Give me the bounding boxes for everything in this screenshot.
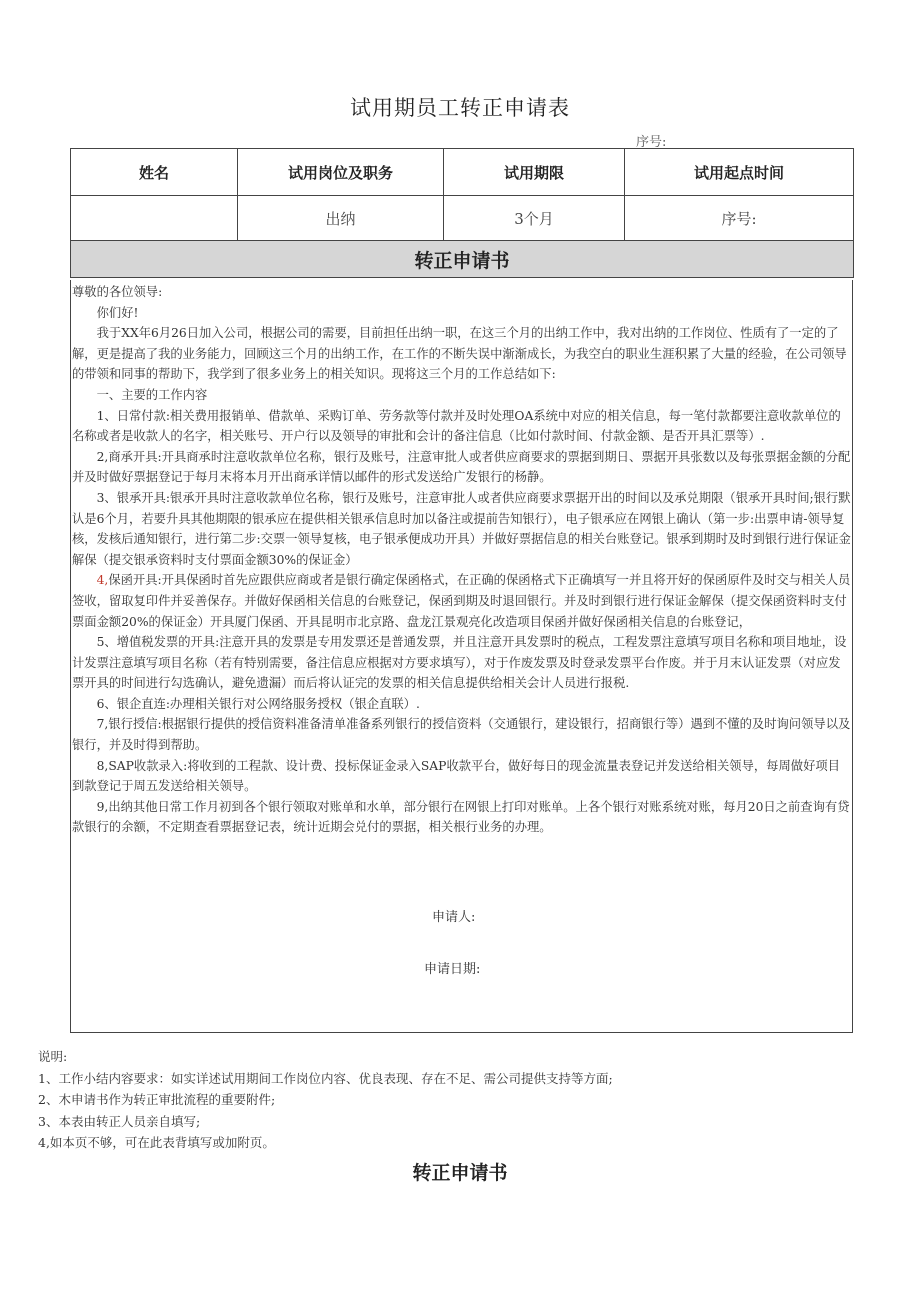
greeting: 你们好! (96, 305, 139, 320)
item-guarantee-text: 保函开具:开具保函时首先应跟供应商或者是银行确定保函格式，在正确的保函格式下正确填写一并且将开好的保函原件及时交与相关人员签收，留取复印件并妥善保存。并做好保函相关信息的台账登记，保函到期及时退回银行。并及时到银行进行保证金解保（提交保函资料时支付票面金额20%的保证金）开具厦门保函、开具昆明市北京路、盘龙江景观亮化改造项目保函并做好保函相关信息的台账登记， (72, 573, 851, 629)
item-commercial-acceptance: 2,商承开具:开具商承时注意收款单位名称，银行及账号，注意审批人或者供应商要求的票据到期日、票据开具张数以及每张票据金额的分配并及时做好票据登记于每月末将本月开出商承详情以邮件的形式发送给广发银行的杨静。 (72, 449, 851, 485)
value-position[interactable]: 出纳 (238, 196, 444, 241)
item-bank-acceptance: 3、银承开具:银承开具时注意收款单位名称，银行及账号，注意审批人或者供应商要求票据开出的时间以及承兑期限（银承开具时间;银行默认是6个月，若要升具其他期限的银承应在提供相关银承信息时加以备注或提前告知银行），电子银承应在网银上确认（第一步:出票申请-领导复核，发核后通知银行，进行第二步:交票一领导复核，电子银承便成功开具）并做好票据信息的相关台账登记。银承到期时及时到银行进行保证金解保（提交银承资料时支付票面金额30%的保证金） (72, 490, 851, 567)
apply-date-label: 申请日期: (424, 962, 481, 977)
application-letter (72, 282, 852, 838)
notes-heading: 说明: (38, 1049, 68, 1064)
intro-paragraph: 我于XX年6月26日加入公司，根据公司的需要，目前担任出纳一职，在这三个月的出纳工作中，我对出纳的工作岗位、性质有了一定的了解，更是提高了我的业务能力，回顾这三个月的出纳工作，在工作的不断失误中渐渐成长，为我空白的职业生涯积累了大量的经验，在公司领导的带领和同事的帮助下，我学到了很多业务上的相关知识。现将这三个月的工作总结如下: (72, 326, 847, 382)
serial-number-label: 序号: (636, 135, 667, 150)
item-daily-payment: 1、日常付款:相关费用报销单、借款单、采购订单、劳务款等付款并及时处理OA系统中对应的相关信息，每一笔付款都要注意收款单位的名称或者是收款人的名字，相关账号、开户行以及领导的审批和会计的备注信息（比如付款时间、付款金额、是否开具汇票等）. (72, 408, 841, 444)
value-start-time[interactable]: 序号: (625, 196, 854, 241)
item-guarantee (72, 570, 852, 632)
notes-section (38, 1046, 613, 1154)
header-start-time: 试用起点时间 (625, 149, 854, 196)
salutation: 尊敬的各位领导: (72, 285, 163, 299)
applicant-label: 申请人: (432, 910, 476, 925)
note-line: 1、工作小结内容要求：如实详述试用期间工作岗位内容、优良表现、存在不足、需公司提供支持等方面; (38, 1070, 613, 1086)
item-vat-invoice: 5、增值税发票的开具:注意开具的发票是专用发票还是普通发票，并且注意开具发票时的税点，工程发票注意填写项目名称和项目地址，设计发票注意填写项目名称（若有特别需要，备注信息应根据对方要求填写），对于作废发票及时登录发票平台作废。并于月末认证发票（对应发票开具的时间进行勾选确认，避免遗漏）而后将认证完的发票的相关信息提供给相关会计人员进行报税. (72, 635, 847, 691)
header-name: 姓名 (71, 149, 238, 196)
section-heading: 一、主要的工作内容 (96, 387, 208, 402)
item-bank-credit: 7,银行授信:根据银行提供的授信资料准备清单准备系列银行的授信资料（交通银行，建设银行，招商银行等）遇到不懂的及时询问领导以及银行，并及时得到帮助。 (72, 717, 851, 753)
value-name[interactable] (71, 196, 238, 241)
footer-title: 转正申请书 (412, 1162, 508, 1184)
item-sap-entry: 8,SAP收款录入:将收到的工程款、设计费、投标保证金录入SAP收款平台，做好每日的现金流量表登记并发送给相关领导，每周做好项目到款登记于周五发送给相关领导。 (72, 758, 840, 794)
header-position: 试用岗位及职务 (238, 149, 444, 196)
header-period: 试用期限 (444, 149, 625, 196)
employee-info-table (70, 148, 854, 278)
note-line: 4,如本页不够，可在此表背填写或加附页。 (38, 1135, 275, 1150)
item-other-daily: 9,出纳其他日常工作月初到各个银行领取对账单和水单，部分银行在网银上打印对账单。上各个银行对账系统对账，每月20日之前查询有贷款银行的余额，不定期查看票据登记表，统计近期会兑付的票据，相关根行业务的办理。 (72, 799, 850, 835)
value-period[interactable]: 3个月 (444, 196, 625, 241)
note-line: 2、木申请书作为转正审批流程的重要附件; (38, 1092, 276, 1107)
note-line: 3、本表由转正人员亲自填写; (38, 1113, 201, 1129)
application-banner: 转正申请书 (71, 241, 854, 278)
item-bank-direct: 6、银企直连:办理相关银行对公网络服务授权（银企直联）. (96, 696, 420, 711)
form-title: 试用期员工转正申请表 (350, 96, 570, 120)
item-guarantee-number: 4, (96, 573, 109, 588)
